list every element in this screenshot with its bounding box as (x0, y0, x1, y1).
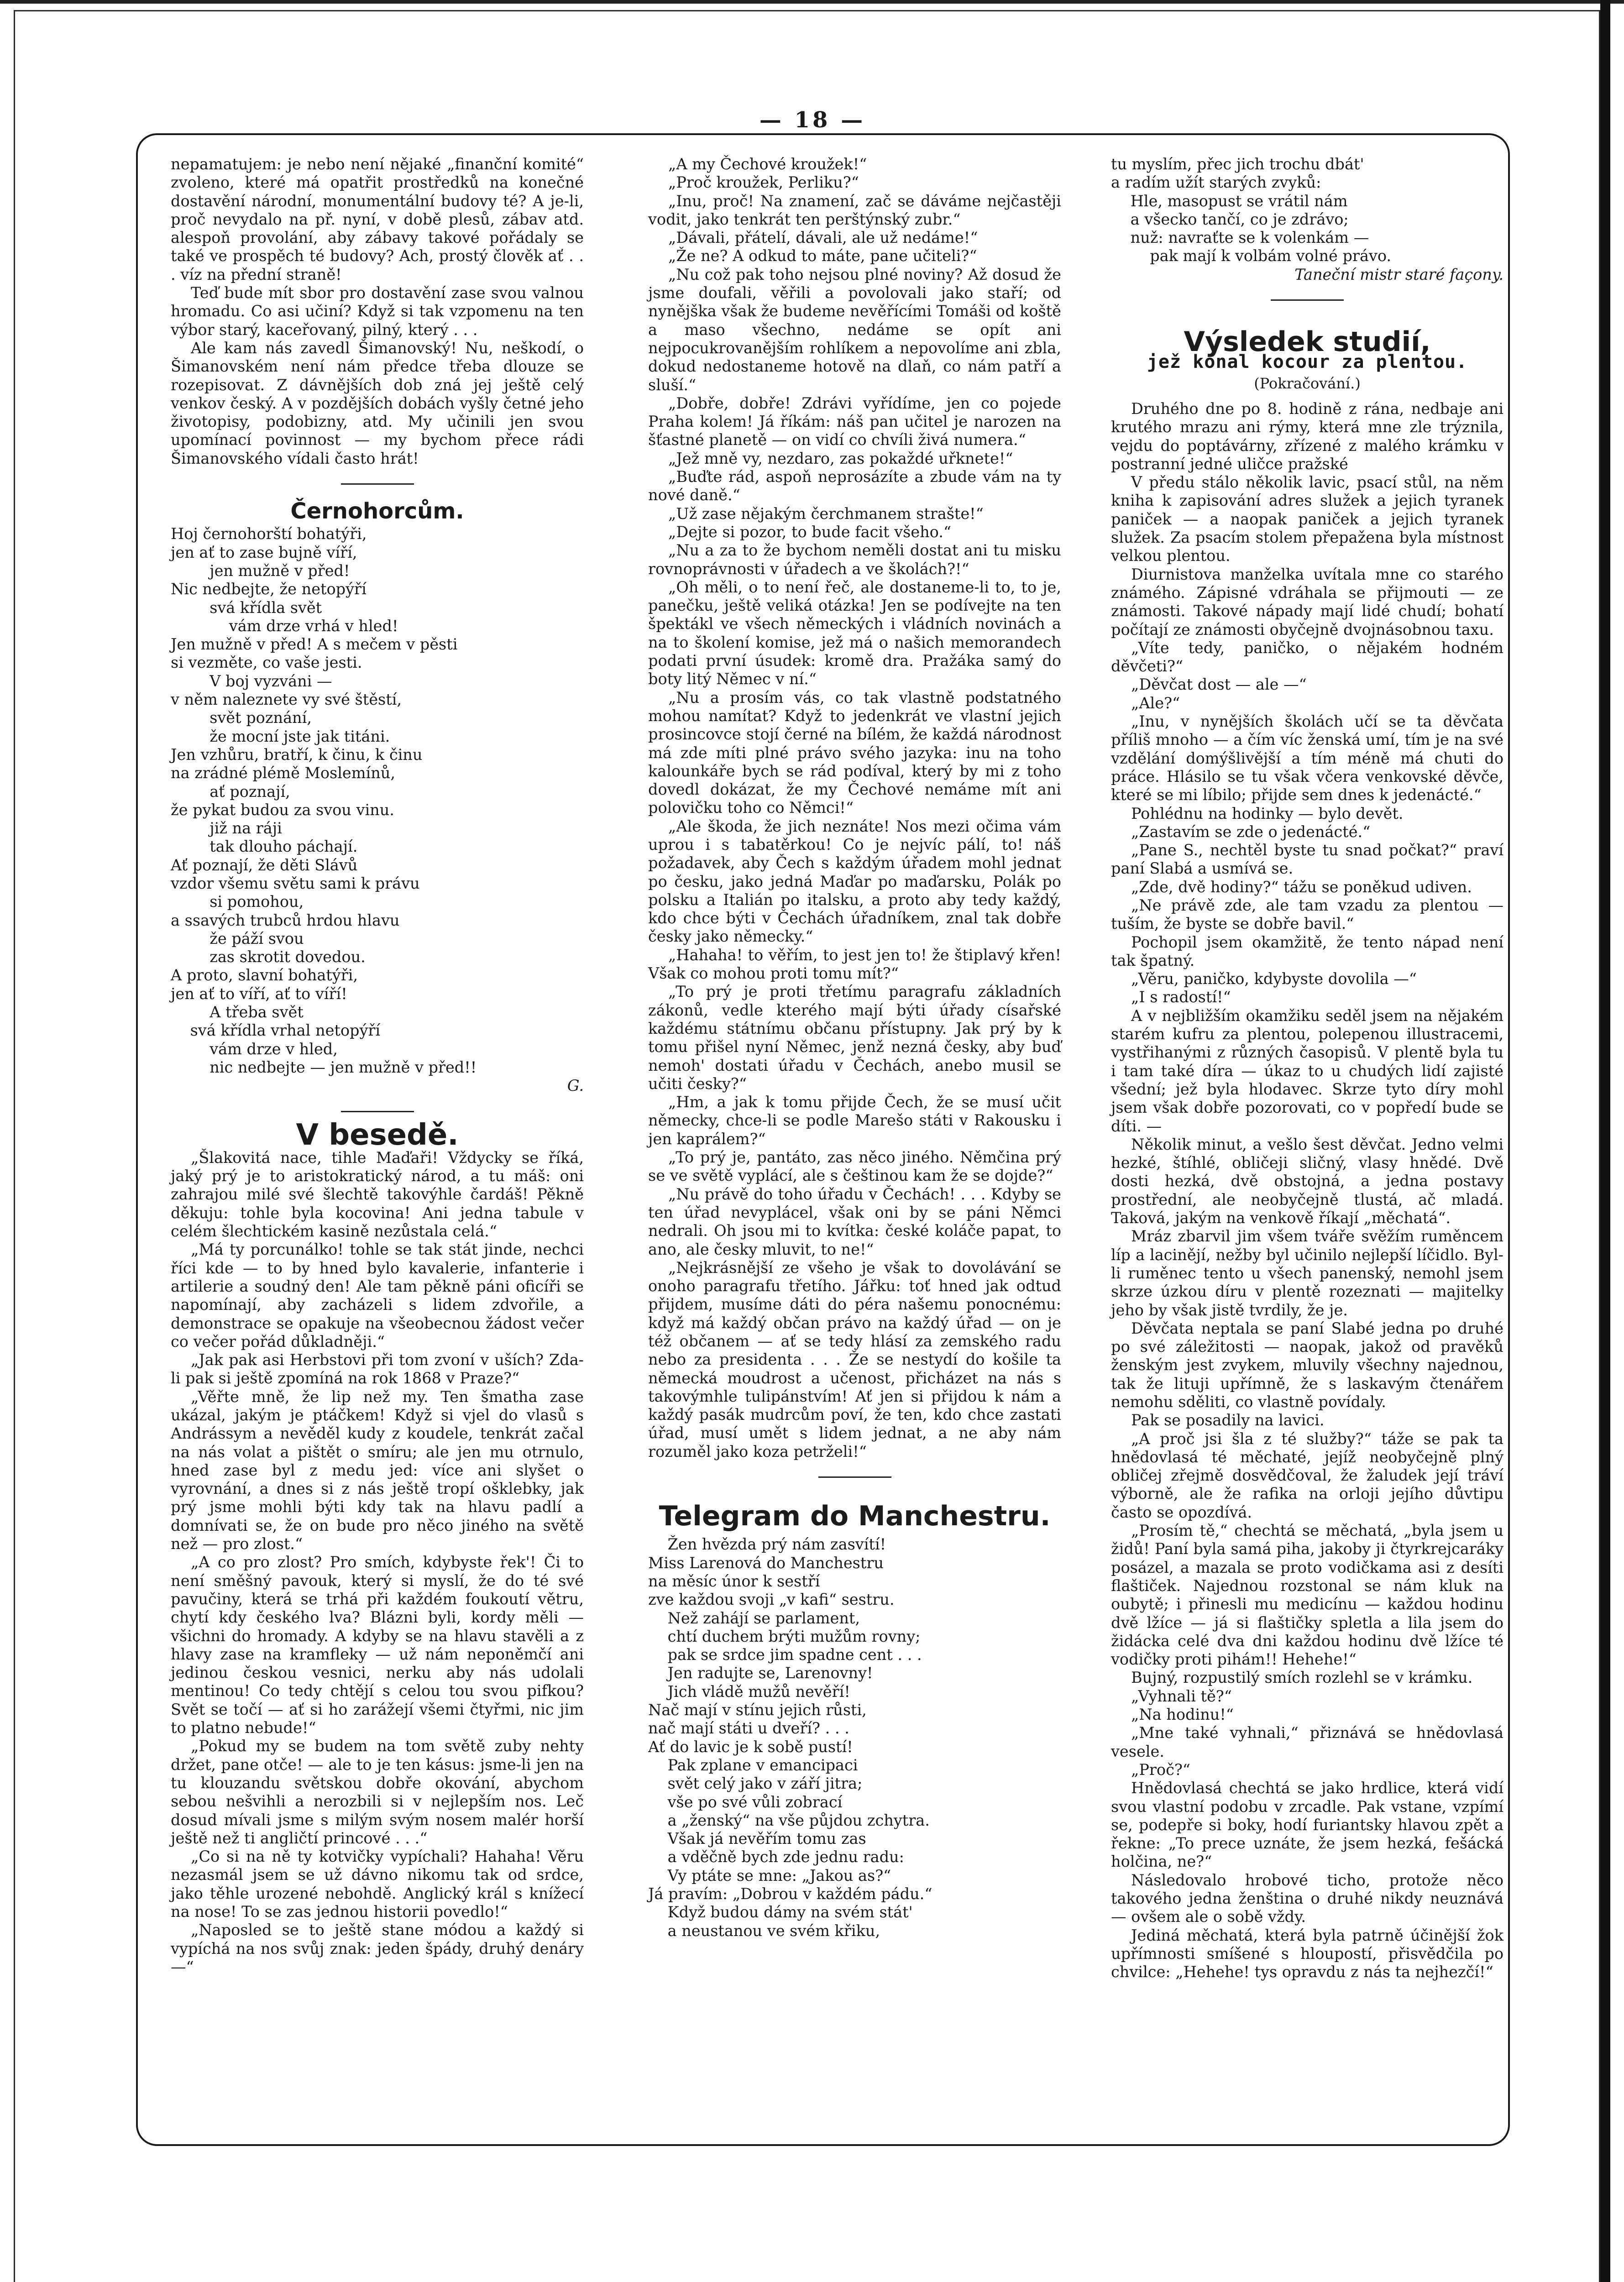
dialog-paragraph: „Nu což pak toho nejsou plné noviny? Až dosud že jsme doufali, věřili a povolovali jako staří; od nynějška však že budeme nevěřícími Tomáši od koště a maso všechno, nedáme se opít ani nejpocukrovanějším rohlíkem a nepovolíme ani zbla, dokud nedostaneme hotově na dlaň, co nám patří a sluší.“ (648, 265, 1061, 394)
dialog-paragraph: „Hm, a jak k tomu přijde Čech, že se musí učit německy, chce-li se podle Marešo státi v Rakousku i jen kaprálem?“ (648, 1093, 1061, 1148)
poem-line: Když budou dámy na svém stát' (648, 1903, 913, 1921)
story-paragraph: Jediná měchatá, která byla patrně účinější žok upřímnosti smíšené s hloupostí, přisvědčila po chvilce: „Hehehe! tys opravdu z nás ta nejhezčí!“ (1111, 1926, 1504, 1981)
dialog-paragraph: „Buďte rád, aspoň neprosázíte a zbude vám na ty nové daně.“ (648, 468, 1061, 504)
dialog-paragraph: „Už zase nějakým čerchmanem strašte!“ (668, 504, 984, 523)
poem-line: že mocní jste jak titáni. (171, 727, 390, 745)
story-paragraph: „Víte tedy, paničko, o nějakém hodném děvčeti?“ (1111, 639, 1504, 675)
poem-cernohorcum (171, 525, 584, 1077)
poem-line: Jich vládě mužů nevěří! (648, 1682, 850, 1701)
poem-line: si vezměte, co vaše jesti. (171, 654, 362, 672)
story-paragraph: „Mne také vyhnali,“ přiznává se hnědovlasá vesele. (1111, 1724, 1504, 1760)
poem-line: nuž: navraťte se k volenkám — (1111, 229, 1369, 247)
dialog-paragraph: „A my Čechové kroužek!“ (668, 155, 867, 173)
article-title: Výsledek studií, (1184, 326, 1431, 358)
poem-line: a „ženský“ na vše půjdou zchytra. (648, 1811, 930, 1829)
poem-line: na zrádné plémě Moslemínů, (171, 764, 396, 782)
intro-paragraph: Teď bude mít sbor pro dostavění zase svou valnou hromadu. Co asi učiní? Když si tak vzpomenu na ten výbor starý, kaceřovaný, pilný, který . . . (171, 284, 584, 339)
story-paragraph: Pak se posadily na lavici. (1131, 1411, 1325, 1429)
poem-title: Černohorcům. (290, 498, 464, 524)
story-paragraph: „Ne právě zde, ale tam vzadu za plentou — tuším, že byste se dobře bavil.“ (1111, 896, 1504, 933)
telegram-title: Telegram do Manchestru. (659, 1500, 1051, 1533)
poem-line: svět celý jako v září jitra; (648, 1774, 863, 1793)
poem-line: Pak zplane v emancipaci (648, 1756, 858, 1774)
telegram-poem (648, 1535, 1061, 1940)
besede-article (171, 1149, 584, 1976)
page-top-edge (0, 0, 1624, 4)
story-paragraph: „Prosím tě,“ chechtá se měchatá, „byla jsem u židů! Paní byla samá piha, jakoby ji čtyrkrejcaráky posázel, a mazala se proto vodičkama asi z desíti flaštiček. Najednou rozstonal se nám kluk na oubytě; i přinesli mu medicínu — každou hodinu dvě lžíce — já si flaštičky spletla a lila jsem do židácka celé dva dni každou hodinu dvě lžíce té vodičky proti pihám!! Hehehe!“ (1111, 1522, 1504, 1669)
story-paragraph: „Vyhnali tě?“ (1131, 1687, 1232, 1705)
dialog-paragraph: „To prý je proti třetímu paragrafu základních zákonů, vedle kterého mají býti úřady císařské každému státnímu občanu přístupny. Jak prý by k tomu přišel nyní Němec, jenž nezná česky, aby buď nemoh' dostati úřadu v Čechách, anebo musil se učiti česky?“ (648, 983, 1061, 1093)
intro-paragraph: nepamatujem: je nebo není nějaké „finanční komité“ zvoleno, které má opatřit prostředků na konečné dostavění národní, monumentální budovy té? A je-li, proč nevydalo na př. nyní, v době plesů, zábav atd. alespoň provolání, aby zábavy takové pořádaly se také ve prospěch té budovy? Ach, prostý člověk ať . . . víz na přední straně! (171, 155, 584, 283)
poem-line: Miss Larenová do Manchestru (648, 1554, 884, 1572)
dialog-article (648, 155, 1061, 1461)
story-paragraph: Pohlédnu na hodinky — bylo devět. (1131, 804, 1404, 822)
story-paragraph: „Inu, v nynějších školách učí se ta děvčata příliš mnoho — a čím víc ženská umí, tím je na své vzdělání domýšlivější a tím méně má chuti do práce. Hlásilo se tu však včera venkovské děvče, které se mi líbilo; přijde sem dnes k jedenácté.“ (1111, 712, 1504, 804)
dialog-paragraph: „Nu a prosím vás, co tak vlastně podstatného mohou namítat? Když to jedenkrát ve vlastní jejich prosincovce stojí černé na bílém, že každá národnost má zde míti plné právo svého jazyka: inu na toho kalounkáře bych se rád podíval, který by mi z toho dovedl dokázat, že my Čechové nemáme mít ani polovičku toho co Němci!“ (648, 688, 1061, 817)
poem-line: vzdor všemu světu sami k právu (171, 874, 420, 892)
poem-line: V boj vyzváni — (171, 672, 332, 690)
story-paragraph: „Zde, dvě hodiny?“ tážu se poněkud udiven. (1131, 878, 1472, 896)
story-paragraph: V předu stálo několik lavic, psací stůl, na něm kniha k zapisování adres služek a jejich tyranek paniček — a naopak paniček a jejich tyranek služek. Za psacím stolem přepažena byla místnost velkou plentou. (1111, 473, 1504, 565)
besede-paragraph: „Pokud my se budem na tom světě zuby nehty držet, pane otče! — ale to je ten kásus: jsme-li jen na tu klouzandu světskou dobře okování, abychom sebou nešvihli a nerozbili si v nejlepším nos. Leč dosud mívali jsme s milým svým nosem malér horší ještě než ti angličtí princové . . .“ (171, 1737, 584, 1847)
dialog-paragraph: „Nejkrásnější ze všeho je však to dovolávání se onoho paragrafu třetího. Jářku: toť hned jak odtud přijdem, musíme dáti do péra našemu ponocnému: když má každý občan právo na každý úřad — on je též občanem — ať se tedy hlásí za zemského radu nebo za presidenta . . . Že se nestydí do košile ta německá moudrost a učenost, přicházet na nás s takovýmhle tulipánstvím! Ať jen si přijdou k nám a každý pasák mudrcům poví, že ten, kdo chce zastati úřad, musí umět s lidem jednat, a ne aby nám rozuměl jako koza petrželi!“ (648, 1258, 1061, 1460)
story-paragraph: Mráz zbarvil jim všem tváře svěžím ruměncem líp a lacinějí, nežby byl učinilo nejlepší líčidlo. Byl-li ruměnec tento u všech panenský, nemohl jsem skrze úzkou díru v plentě rozeznati — majitelky jeho by však jistě tvrdily, že je. (1111, 1227, 1504, 1319)
story-paragraph: A v nejbližším okamžiku seděl jsem na nějakém starém kufru za plentou, polepenou illustracemi, vystřihanými z různých časopisů. V plentě byla tu i tam také díra — úkaz to u chudých lidí zajisté všední; jež byla hlodavec. Skrze tyto díry mohl jsem však dobře pozorovati, co v popředí bude se díti. — (1111, 1006, 1504, 1135)
story-paragraph: „Na hodinu!“ (1131, 1706, 1234, 1724)
story-paragraph: Pochopil jsem okamžitě, že tento nápad není tak špatný. (1111, 933, 1504, 969)
poem-line: na měsíc únor k sestří (648, 1572, 820, 1590)
poem-line: Nic nedbejte, že netopýří (171, 580, 367, 598)
poem-line: Než zahájí se parlament, (648, 1609, 860, 1627)
intro-paragraph: Ale kam nás zavedl Šimanovský! Nu, neškodí, o Šimanovském není nám předce třeba dlouze se rozepisovat. Z dávnějších dob zná jej ještě celý venkov český. A v pozdějších dobách vyšly četné jeho životopisy, podobizny, atd. My učinili jen svou upomínací povinnost — my bychom přece rádi Šimanovského vídali často hrát! (171, 339, 584, 467)
story-paragraph: „Ale?“ (1131, 694, 1180, 712)
poem-line: Jen mužně v před! A s mečem v pěsti (171, 635, 458, 654)
poem-line: pak se srdce jim spadne cent . . . (648, 1646, 922, 1664)
dialog-paragraph: „To prý je, pantáto, zas něco jiného. Němčina prý se ve světě vyplácí, ale s češtinou kam že se dojde?“ (648, 1148, 1061, 1185)
poem-signature: Taneční mistr staré façony. (1294, 265, 1504, 283)
dialog-paragraph: „Hahaha! to věřím, to jest jen to! že štiplavý křen! Však co mohou proti tomu mít?“ (648, 946, 1061, 983)
story-paragraph: „Věru, paničko, kdybyste dovolila —“ (1131, 970, 1417, 988)
poem-line: a vděčně bych zde jednu radu: (648, 1848, 904, 1866)
section-divider (818, 1476, 891, 1478)
story-paragraph: „Proč?“ (1131, 1760, 1190, 1779)
dialog-paragraph: „Nu a za to že bychom neměli dostat ani tu misku rovnoprávnosti v úřadech a ve školách?!“ (648, 541, 1061, 578)
story-paragraph: Diurnistova manželka uvítala mne co starého známého. Zápisné vdráhala se přijmouti — ze známosti. Takové nápady mají lidé chudí; bohatí počítají ze známosti obyčejně dvojnásobnou taxu. (1111, 565, 1504, 639)
besede-paragraph: „Věřte mně, že lip než my. Ten šmatha zase ukázal, jakým je ptáčkem! Když si vjel do vlasů s Andrássym a nevěděl kudy z koudele, tenkrát začal na nás volat a pištět o smíru; ale jen mu otrnulo, hned zase byl z medu jed: více ani slyšet o vyrovnání, a dnes si z nás ještě tropí ošklebky, jak prý jsme mohli býti kdy tak na hlavu padlí a domnívati se, že on bude pro něco jiného na světě než — pro zlost.“ (171, 1387, 584, 1553)
poem-line: již na ráji (171, 819, 282, 837)
poem-line: si pomohou, (171, 893, 304, 911)
poem-line: vám drze vrhá v hled! (171, 617, 398, 635)
dialog-paragraph: „Jež mně vy, nezdaro, zas pokaždé uřknete!“ (668, 449, 1013, 467)
column-2 (648, 155, 1061, 1940)
story-paragraph: „Pane S., nechtěl byste tu snad počkat?“ praví paní Slabá a usmívá se. (1111, 841, 1504, 878)
poem-line: Hle, masopust se vrátil nám (1111, 192, 1348, 210)
poem-line: Hoj černohorští bohatýři, (171, 525, 367, 543)
page-number: — 18 — (759, 107, 866, 133)
poem-line: a ssavých trubců hrdou hlavu (171, 911, 400, 929)
poem-line: a všecko tančí, co je zdrávo; (1111, 210, 1349, 228)
poem-line: Žen hvězda prý nám zasvítí! (648, 1535, 886, 1554)
story-paragraph: „Děvčat dost — ale —“ (1131, 675, 1307, 694)
poem-signature: G. (567, 1077, 584, 1095)
story-paragraph: Hnědovlasá chechtá se jako hrdlice, která vidí svou vlastní podobu v zrcadle. Pak vstane, vzpímí se, podepře si boky, hodí furiantsky hlavou zpět a řekne: „To prece uznáte, že jsem hezká, fešácká holčina, ne?“ (1111, 1779, 1504, 1871)
poem-line: nic nedbejte — jen mužně v před!! (171, 1058, 477, 1076)
poem-line: Ať do lavic je k sobě pustí! (648, 1738, 853, 1756)
poem-line: tu myslím, přec jich trochu dbát' (1111, 155, 1364, 173)
poem-line: jen mužně v před! (171, 561, 350, 580)
story-paragraph: „A proč jsi šla z té služby?“ táže se pak ta hnědovlasá té měchaté, jejíž neobyčejně plný obličej zřejmě dosvědčoval, že žaludek její tráví výborně, ale že rafika na orloji jejího důvtipu často se opozdívá. (1111, 1429, 1504, 1521)
poem-line: že pykat budou za svou vinu. (171, 801, 394, 819)
scan-edge (1600, 0, 1610, 2282)
dialog-paragraph: „Oh měli, o to není řeč, ale dostaneme-li to, to je, panečku, ještě veliká otázka! Jen se podívejte na ten špektákl ve všech německých i vládních novinách a na to školení komise, jež má o našich memorandech podati první úsudek: kromě dra. Pražáka samý do boty litý Němec v ní.“ (648, 578, 1061, 688)
column-1 (171, 155, 584, 1976)
poem-line: tak dlouho páchají. (171, 837, 358, 856)
poem-line: Nač mají v stínu jejich růsti, (648, 1701, 867, 1719)
besede-paragraph: „Šlakovitá nace, tihle Maďaři! Vždycky se říká, jaký prý je to aristokratický národ, a tu máš: oni zahrajou milé své šlechtě takovýhle čardáš! Pěkně děkuju: tohle byla kocovina! Ani jedna tabule v celém šlechtickém kasině nezůstala celá.“ (171, 1148, 584, 1240)
dialog-paragraph: „Ale škoda, že jich neznáte! Nos mezi očima vám uprou i s tabatěrkou! Co je nejvíc pálí, to! náš požadavek, aby Čech s každým úřadem mohl jednat po česku, jako jedná Maďar po maďarsku, Polák po polsku a Italián po italsku, a proto aby tedy každý, kdo chce býti v Čechách úřadníkem, znal tak dobře česky jako německy.“ (648, 817, 1061, 946)
poem-line: svá křídla svět (171, 598, 322, 617)
poem-line: ať poznají, (171, 782, 290, 801)
poem-line: nač mají státi u dveří? . . . (648, 1719, 849, 1738)
poem-line: a radím užít starých zvyků: (1111, 173, 1321, 192)
section-divider (341, 1111, 414, 1112)
poem-line: a neustanou ve svém křiku, (648, 1921, 880, 1940)
besede-title: V besedě. (296, 1118, 459, 1152)
poem-line: Já pravím: „Dobrou v každém pádu.“ (648, 1885, 932, 1903)
poem-line: v něm naleznete vy své štěstí, (171, 691, 402, 709)
poem-line: vám drze v hled, (171, 1040, 338, 1058)
story-paragraph: Děvčata neptala se paní Slabé jedna po druhé po své záležitosti — naopak, jakož od pravěků ženským jest zvykem, mluvily všechny najednou, tak že lituji upřímně, že s laskavým čtenářem nemohu sděliti, co vlastně povídaly. (1111, 1319, 1504, 1411)
dialog-paragraph: „Dejte si pozor, to bude facit všeho.“ (668, 523, 952, 541)
story-paragraph: „Zastavím se zde o jedenácté.“ (1131, 822, 1371, 841)
poem-line: zas skrotit dovedou. (171, 948, 366, 966)
story-paragraph: Bujný, rozpustilý smích rozlehl se v krámku. (1131, 1669, 1473, 1687)
section-divider (341, 483, 414, 485)
poem-line: Vy ptáte se mne: „Jakou as?“ (648, 1866, 891, 1884)
besede-paragraph: „Jak pak asi Herbstovi při tom zvoní v uších? Zda-li pak si ještě zpomíná na rok 1868 v Praze?“ (171, 1351, 584, 1387)
besede-paragraph: „Má ty porcunálko! tohle se tak stát jinde, nechci říci kde — to by hned bylo kavalerie, infanterie i artilerie a soudný den! Ale tam pěkně páni oficíři se napomínají, aby zacházeli s lidem zdvořile, a demonstrace se opakuje na všeobecnou žádost večer co večer pořád důkladněji.“ (171, 1240, 584, 1350)
poem-line: A třeba svět (171, 1003, 304, 1021)
poem-line: A proto, slavní bohatýři, (171, 966, 358, 984)
story-paragraph: Druhého dne po 8. hodině z rána, nedbaje ani krutého mrazu ani rýmy, která mne zle trýznila, vejdu do poptávárny, zřízené z malého krámku v postranní jedné uličce pražské (1111, 399, 1504, 473)
section-divider (1271, 299, 1344, 301)
poem-line: svět poznání, (171, 709, 312, 727)
story-article (1111, 400, 1504, 1982)
poem-line: Jen vzhůru, bratří, k činu, k činu (171, 745, 423, 764)
besede-paragraph: „Naposled se to ještě stane módou a každý si vypíchá na nos svůj znak: jeden špády, druhý denáry —“ (171, 1921, 584, 1976)
poem-line: Jen radujte se, Larenovny! (648, 1664, 873, 1682)
telegram-poem-continued (1111, 155, 1504, 266)
dialog-paragraph: „Že ne? A odkud to máte, pane učiteli?“ (668, 247, 977, 265)
column-3 (1111, 155, 1504, 1982)
story-paragraph: „I s radostí!“ (1131, 988, 1231, 1006)
poem-line: jen ať to víří, ať to víří! (171, 984, 347, 1003)
besede-paragraph: „Co si na ně ty kotvičky vypíchali? Hahaha! Věru nezasmál jsem se už dávno nikomu tak od srdce, jako těhle urozené nebohdě. Anglický král s knížecí na nose! To se zas jednou historii povedlo!“ (171, 1848, 584, 1921)
dialog-paragraph: „Proč kroužek, Perliku?“ (668, 173, 859, 192)
poem-line: zve každou svoji „v kafi“ sestru. (648, 1591, 895, 1609)
dialog-paragraph: „Dávali, přátelí, dávali, ale už nedáme!“ (668, 229, 978, 247)
poem-line: Ať poznají, že děti Slávů (171, 856, 358, 874)
poem-line: svá křídla vrhal netopýří (171, 1021, 381, 1040)
dialog-paragraph: „Dobře, dobře! Zdrávi vyřídíme, jen co pojede Praha kolem! Já říkám: náš pan učitel je narozen na šťastné planetě — on vidí co chvíli živá numera.“ (648, 394, 1061, 449)
besede-paragraph: „A co pro zlost? Pro smích, kdybyste řek'! Či to není směšný pavouk, který si myslí, že do té své pavučiny, která se trhá při každém foukoutí větru, chytí kdy českého lva? Blázni byli, kordy měli — všichni do hromady. A kdyby se na hlavu stavěli a z hlavy zase na kramfleky — už nám neponěmčí ani jedinou českou vesnici, nerku aby nás udolali mentinou! Co tedy chtějí s celou tou svou pifkou? Svět se točí — ať si ho zarážejí všemi čtyřmi, nic jim to platno nebude!“ (171, 1553, 584, 1737)
article-subtitle: jež konal kocour za plentou. (1147, 351, 1468, 373)
story-paragraph: Následovalo hrobové ticho, protože něco takového jedna ženština o druhé nikdy neuznává — ovšem ale o sobě vždy. (1111, 1871, 1504, 1926)
poem-line: že páží svou (171, 929, 304, 947)
poem-line: Však já nevěřím tomu zas (648, 1830, 866, 1848)
dialog-paragraph: „Inu, proč! Na znamení, zač se dáváme nejčastěji vodit, jako tenkrát ten perštýnský zubr.“ (648, 192, 1061, 228)
dialog-paragraph: „Nu právě do toho úřadu v Čechách! . . . Kdyby se ten úřad nevyplácel, však oni by se páni Němci nedrali. Oh jsou mi to kvítka: české koláče papat, to ano, ale česky mluvit, to ne!“ (648, 1185, 1061, 1258)
story-paragraph: Několik minut, a vešlo šest děvčat. Jedno velmi hezké, štíhlé, obličeji sličný, vlasy hnědé. Dvě dosti hezká, dvě obstojná, a jedna postavy prostřední, ale neobyčejně tlustá, ač mladá. Taková, jakým na venkově říkají „měchatá“. (1111, 1135, 1504, 1227)
poem-line: jen ať to zase bujně víří, (171, 543, 357, 561)
continued-note: (Pokračování.) (1254, 374, 1361, 392)
poem-line: vše po své vůli zobrací (648, 1793, 843, 1811)
poem-line: pak mají k volbám volné právo. (1111, 247, 1392, 265)
poem-line: chtí duchem brýti mužům rovny; (648, 1627, 921, 1645)
